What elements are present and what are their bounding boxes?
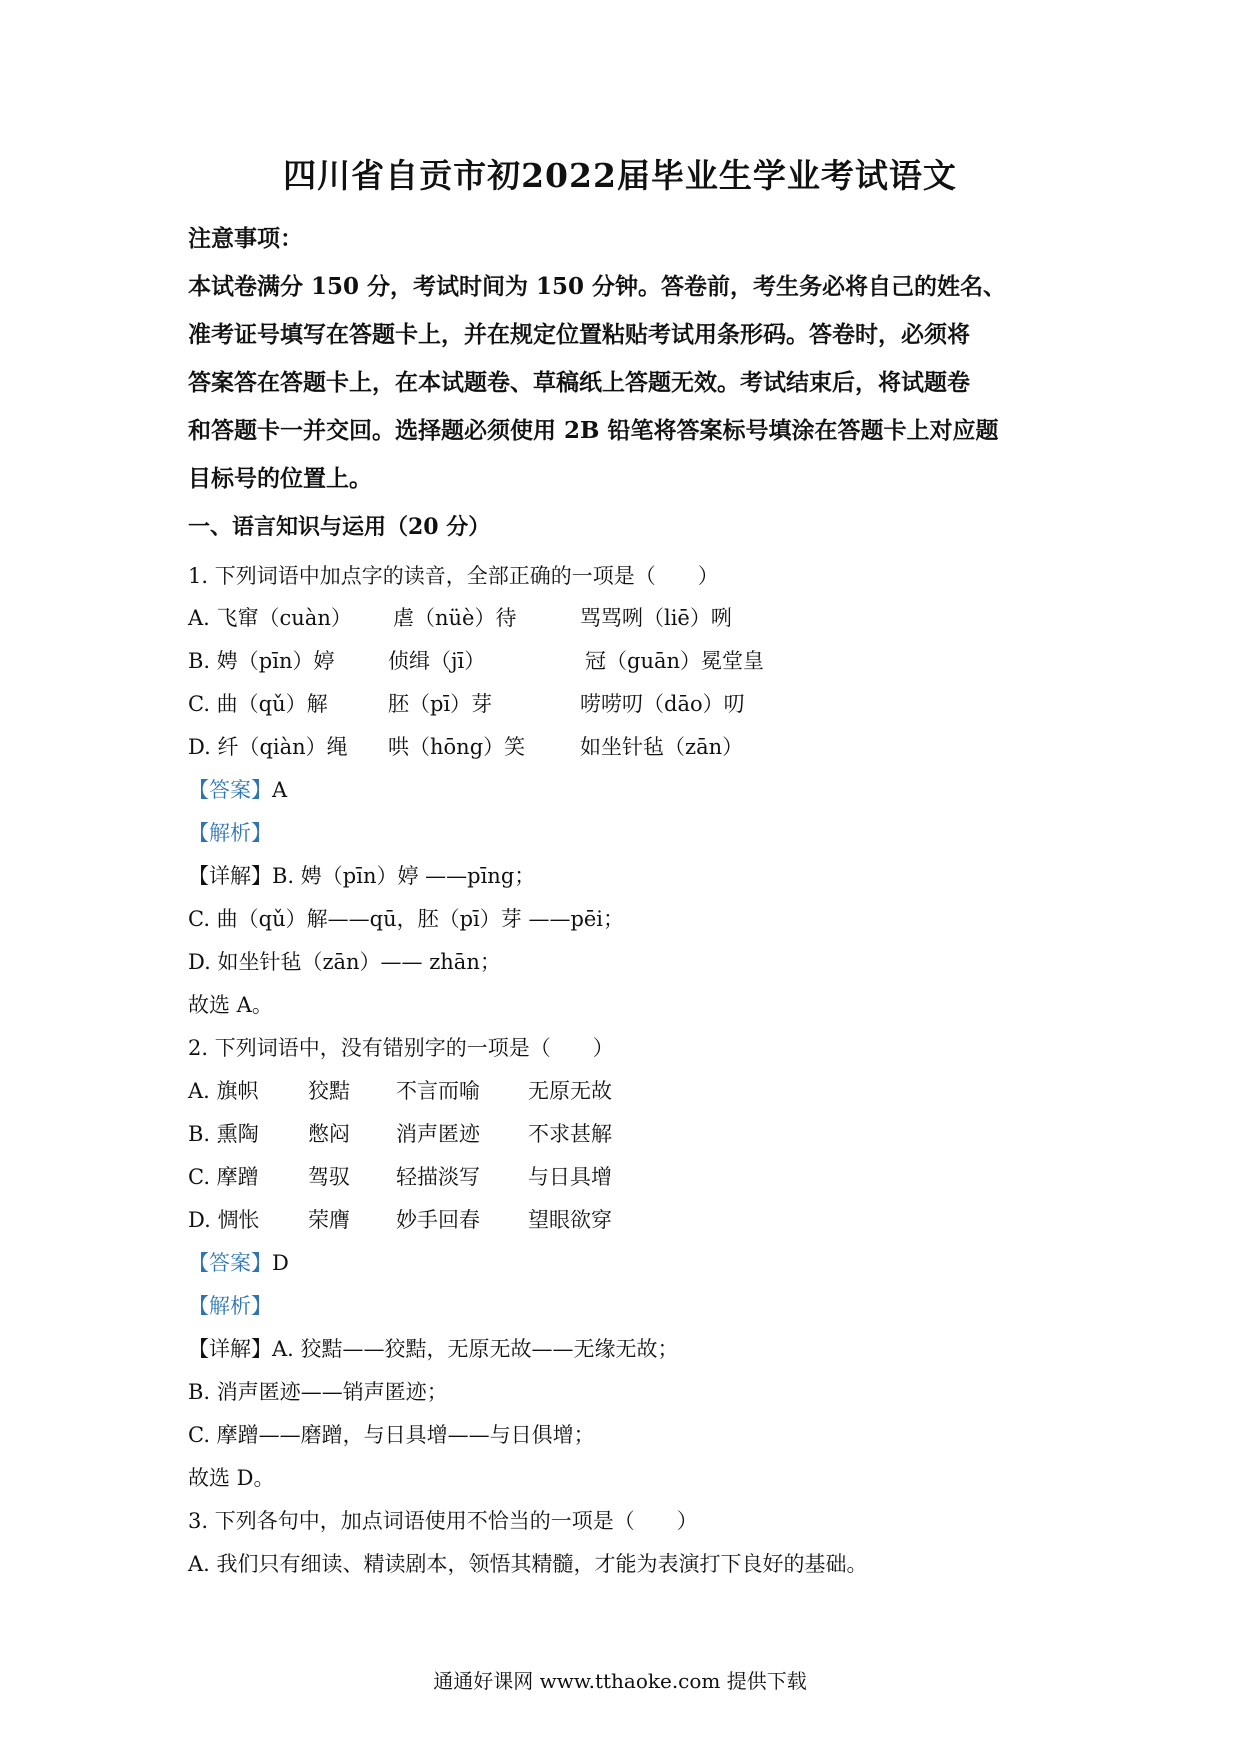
notice-line: 准考证号填写在答题卡上，并在规定位置粘贴考试用条形码。答卷时，必须将 — [188, 321, 970, 348]
notice-line: 答案答在答题卡上，在本试题卷、草稿纸上答题无效。考试结束后，将试题卷 — [188, 369, 970, 396]
q1-analysis-label: 【解析】 — [188, 821, 272, 845]
option-text: 消声匿迹 — [396, 1122, 480, 1146]
option-text: 狡黠 — [308, 1079, 350, 1103]
q2-detail-line: C. 摩蹭——磨蹭，与日具增——与日俱增； — [188, 1423, 595, 1447]
option-text: 骂骂咧（liē）咧 — [580, 606, 732, 630]
option-text: 无原无故 — [528, 1079, 612, 1103]
notice-line: 本试卷满分 150 分，考试时间为 150 分钟。答卷前，考生务必将自己的姓名、 — [188, 273, 1007, 300]
q2-stem: 2. 下列词语中，没有错别字的一项是（ ） — [188, 1036, 614, 1060]
option-text: 不求甚解 — [528, 1122, 612, 1146]
option-text: 如坐针毡（zān） — [580, 735, 744, 759]
q1-answer — [188, 774, 287, 804]
notice-heading: 注意事项： — [188, 225, 303, 252]
notice-line: 和答题卡一并交回。选择题必须使用 2B 铅笔将答案标号填涂在答题卡上对应题 — [188, 417, 999, 444]
option-text: B. 熏陶 — [188, 1122, 259, 1146]
option-text: B. 娉（pīn）婷 — [188, 649, 335, 673]
option-text: 轻描淡写 — [396, 1165, 480, 1189]
q2-analysis-label: 【解析】 — [188, 1294, 272, 1318]
option-text: 哄（hōng）笑 — [388, 735, 526, 759]
q1-conclusion: 故选 A。 — [188, 993, 273, 1017]
page-footer: 通通好课网 www.tthaoke.com 提供下载 — [433, 1669, 807, 1693]
notice-line: 目标号的位置上。 — [188, 465, 372, 492]
option-text: 冠（guān）冕堂皇 — [585, 649, 765, 673]
option-text: 与日具增 — [528, 1165, 612, 1189]
answer-value: D — [272, 1251, 289, 1275]
q3-stem: 3. 下列各句中，加点词语使用不恰当的一项是（ ） — [188, 1509, 698, 1533]
option-text: D. 纤（qiàn）绳 — [188, 735, 348, 759]
q2-detail-line: 【详解】A. 狡黠——狡黠，无原无故——无缘无故； — [188, 1337, 679, 1361]
option-text: 望眼欲穿 — [528, 1208, 612, 1232]
answer-label: 【答案】 — [188, 1251, 272, 1275]
section-heading: 一、语言知识与运用（20 分） — [188, 514, 491, 540]
option-text: A. 旗帜 — [188, 1079, 259, 1103]
q2-answer — [188, 1247, 289, 1277]
option-text: 憋闷 — [308, 1122, 350, 1146]
option-text: 胚（pī）芽 — [388, 692, 493, 716]
option-text: 唠唠叨（dāo）叨 — [580, 692, 745, 716]
option-text: 侦缉（jī） — [388, 649, 486, 673]
option-text: 驾驭 — [308, 1165, 350, 1189]
option-text: D. 惆怅 — [188, 1208, 260, 1232]
option-text: C. 摩蹭 — [188, 1165, 259, 1189]
option-text: 不言而喻 — [396, 1079, 480, 1103]
page-title: 四川省自贡市初2022届毕业生学业考试语文 — [283, 156, 957, 195]
q1-detail-line: 【详解】B. 娉（pīn）婷 ——pīng； — [188, 864, 536, 888]
option-text: A. 飞窜（cuàn） — [188, 606, 352, 630]
q2-conclusion: 故选 D。 — [188, 1466, 275, 1490]
option-text: 妙手回春 — [396, 1208, 480, 1232]
q3-option-a: A. 我们只有细读、精读剧本，领悟其精髓，才能为表演打下良好的基础。 — [188, 1552, 868, 1576]
q1-detail-line: C. 曲（qǔ）解——qū，胚（pī）芽 ——pēi； — [188, 907, 625, 931]
answer-label: 【答案】 — [188, 778, 272, 802]
answer-value: A — [272, 778, 288, 802]
q1-detail-line: D. 如坐针毡（zān）—— zhān； — [188, 950, 501, 974]
option-text: C. 曲（qǔ）解 — [188, 692, 328, 716]
option-text: 荣膺 — [308, 1208, 350, 1232]
q2-detail-line: B. 消声匿迹——销声匿迹； — [188, 1380, 448, 1404]
option-text: 虐（nüè）待 — [393, 606, 517, 630]
q1-stem: 1. 下列词语中加点字的读音，全部正确的一项是（ ） — [188, 564, 719, 588]
